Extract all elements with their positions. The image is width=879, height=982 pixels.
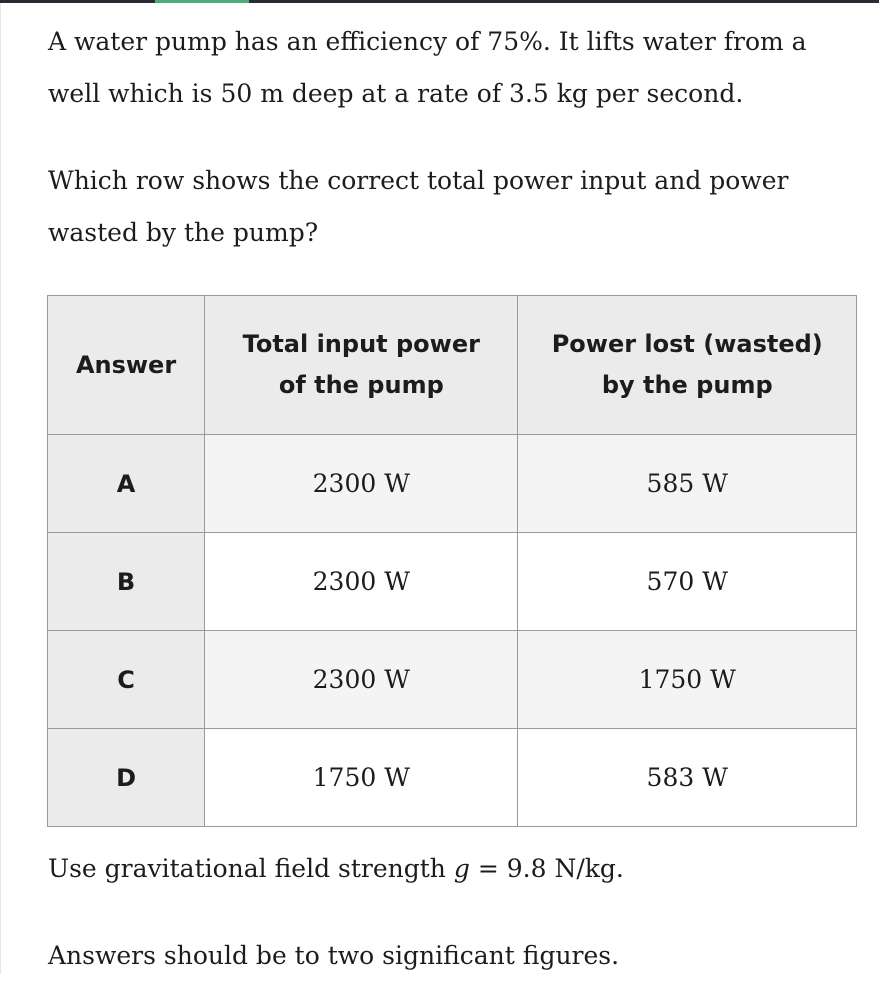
question-intro: A water pump has an efficiency of 75%. It lifts water from a well which is 50 m deep at a rate of 3.5 kg per second. xyxy=(48,27,807,108)
row-power-lost: 570 W xyxy=(518,533,857,631)
row-key: D xyxy=(48,729,205,827)
header-answer: Answer xyxy=(48,296,205,435)
left-border xyxy=(0,3,1,974)
row-input-power: 1750 W xyxy=(205,729,518,827)
row-power-lost: 1750 W xyxy=(518,631,857,729)
row-key: C xyxy=(48,631,205,729)
table-header-row xyxy=(48,296,857,435)
table-row xyxy=(48,729,857,827)
question-prompt: Which row shows the correct total power input and power wasted by the pump? xyxy=(48,166,789,247)
table-row xyxy=(48,631,857,729)
row-input-power: 2300 W xyxy=(205,533,518,631)
row-power-lost: 585 W xyxy=(518,435,857,533)
table-row xyxy=(48,533,857,631)
gravity-note: Use gravitational field strength g = 9.8 N/kg. xyxy=(48,854,624,883)
header-total-input-power: Total input power of the pump xyxy=(205,296,518,435)
row-input-power: 2300 W xyxy=(205,435,518,533)
header-power-lost: Power lost (wasted) by the pump xyxy=(518,296,857,435)
top-bar-accent xyxy=(155,0,249,3)
sig-figs-note: Answers should be to two significant figures. xyxy=(48,941,620,970)
table-row xyxy=(48,435,857,533)
row-key: B xyxy=(48,533,205,631)
row-input-power: 2300 W xyxy=(205,631,518,729)
row-power-lost: 583 W xyxy=(518,729,857,827)
top-bar xyxy=(0,0,879,3)
options-table xyxy=(47,295,857,827)
gravity-symbol: g xyxy=(453,854,470,883)
row-key: A xyxy=(48,435,205,533)
